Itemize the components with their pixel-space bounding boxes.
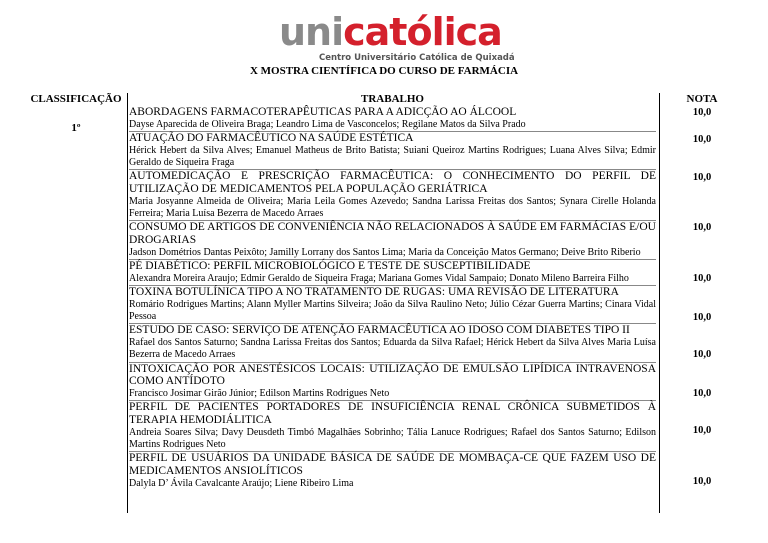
- nota-value: 10,0: [692, 273, 712, 284]
- nota-value: 10,0: [692, 476, 712, 487]
- work-entry: [129, 260, 656, 286]
- logo-subtitle: Centro Universitário Católica de Quixadá: [319, 53, 515, 63]
- nota-value: 10,0: [692, 349, 712, 360]
- nota-column: [662, 93, 742, 106]
- header-trabalho: TRABALHO: [361, 93, 424, 105]
- work-authors: Rafael dos Santos Saturno; Sandna Larissa Freitas dos Santos; Eduarda da Silva Rafael; Hérick Hebert da Silva Alves Maria Luísa Bezerra de Macedo Arraes: [129, 337, 656, 361]
- work-entry: [129, 401, 656, 452]
- work-entry: [129, 132, 656, 170]
- work-authors: Jadson Dométrios Dantas Peixôto; Jamilly Lorrany dos Santos Lima; Maria da Conceição Matos Germano; Deive Brito Riberio: [129, 246, 641, 258]
- column-divider-right: [659, 93, 660, 513]
- nota-value: 10,0: [692, 388, 712, 399]
- work-column: [129, 93, 656, 490]
- logo-wordmark: [279, 12, 502, 52]
- work-title: TOXINA BOTULÍNICA TIPO A NO TRATAMENTO DE RUGAS: UMA REVISÃO DE LITERATURA: [129, 286, 619, 298]
- work-entry: [129, 106, 656, 132]
- nota-value: 10,0: [692, 425, 712, 436]
- work-authors: Dalyla D’ Ávila Cavalcante Araújo; Liene Ribeiro Lima: [129, 477, 354, 489]
- work-authors: Hérick Hebert da Silva Alves; Emanuel Matheus de Brito Batista; Suiani Queiroz Martins Rodrigues; Luana Alves Silva; Edmir Geraldo de Siqueira Fraga: [129, 144, 656, 168]
- work-authors: Romário Rodrigues Martins; Alann Myller Martins Silveira; João da Silva Raulino Neto; Júlio Cézar Guerra Martins; Cinara Vidal Pessoa: [129, 298, 656, 322]
- work-authors: Andreia Soares Silva; Davy Deusdeth Timbó Magalhães Sobrinho; Tália Lanuce Rodrigues; Rafael dos Santos Saturno; Edilson Martins Rodrigues Neto: [129, 426, 656, 450]
- work-entry: [129, 221, 656, 260]
- work-entry: [129, 324, 656, 362]
- nota-value: 10,0: [692, 172, 712, 183]
- logo-word-catolica: católica: [343, 10, 502, 54]
- institution-logo: [279, 10, 515, 63]
- work-authors: Maria Josyanne Almeida de Oliveira; Maria Leila Gomes Azevedo; Sandna Larissa Freitas dos Santos; Synara Cirelle Holanda Ferreira; Maria Luísa Bezerra de Macedo Arraes: [129, 195, 656, 219]
- work-title: ESTUDO DE CASO: SERVIÇO DE ATENÇÃO FARMACÊUTICA AO IDOSO COM DIABETES TIPO II: [129, 324, 630, 337]
- work-authors: Dayse Aparecida de Oliveira Braga; Leandro Lima de Vasconcelos; Regilane Matos da Silva Prado: [129, 118, 526, 130]
- header-nota: NOTA: [686, 93, 718, 105]
- logo-word-uni: uni: [279, 10, 344, 54]
- header-classificacao: CLASSIFICAÇÃO: [30, 93, 122, 105]
- work-title: PERFIL DE PACIENTES PORTADORES DE INSUFICIÊNCIA RENAL CRÔNICA SUBMETIDOS À TERAPIA HEMODIÁLITICA: [129, 401, 656, 426]
- document-title: X MOSTRA CIENTÍFICA DO CURSO DE FARMÁCIA: [249, 65, 519, 77]
- work-entry: [129, 363, 656, 402]
- work-title: ABORDAGENS FARMACOTERAPÊUTICAS PARA A ADICÇÃO AO ÁLCOOL: [129, 106, 517, 118]
- column-divider-left: [127, 93, 128, 513]
- nota-value: 10,0: [692, 134, 712, 145]
- nota-value: 10,0: [692, 107, 712, 118]
- classification-column: [26, 93, 126, 134]
- work-title: PÉ DIABÉTICO: PERFIL MICROBIOLÓGICO E TESTE DE SUSCEPTIBILIDADE: [129, 260, 531, 272]
- work-title: AUTOMEDICAÇÃO E PRESCRIÇÃO FARMACÊUTICA: O CONHECIMENTO DO PERFIL DE UTILIZAÇÃO DE MEDICAMENTOS PELA POPULAÇÃO GERIÁTRICA: [129, 170, 656, 195]
- work-title: INTOXICAÇÃO POR ANESTÉSICOS LOCAIS: UTILIZAÇÃO DE EMULSÃO LIPÍDICA INTRAVENOSA COMO ANTÍDOTO: [129, 362, 656, 388]
- work-title: PERFIL DE USUÁRIOS DA UNIDADE BÁSICA DE SAÚDE DE MOMBAÇA-CE QUE FAZEM USO DE MEDICAMENTOS ANSIOLÍTICOS: [129, 452, 656, 477]
- work-authors: Alexandra Moreira Araujo; Edmir Geraldo de Siqueira Fraga; Mariana Gomes Vidal Sampaio; Donato Mileno Barreira Filho: [129, 272, 629, 284]
- work-entry: [129, 286, 656, 324]
- work-authors: Francisco Josimar Girão Júnior; Edilson Martins Rodrigues Neto: [129, 388, 390, 399]
- work-entry: [129, 170, 656, 221]
- nota-value: 10,0: [692, 222, 712, 233]
- nota-value: 10,0: [692, 312, 712, 323]
- work-title: CONSUMO DE ARTIGOS DE CONVENIÊNCIA NÃO RELACIONADOS À SAÚDE EM FARMÁCIAS E/OU DROGARIAS: [129, 221, 656, 246]
- work-title: ATUAÇÃO DO FARMACÊUTICO NA SAÚDE ESTÉTICA: [129, 132, 414, 144]
- work-entry: [129, 452, 656, 490]
- rank-label: 1º: [71, 122, 81, 134]
